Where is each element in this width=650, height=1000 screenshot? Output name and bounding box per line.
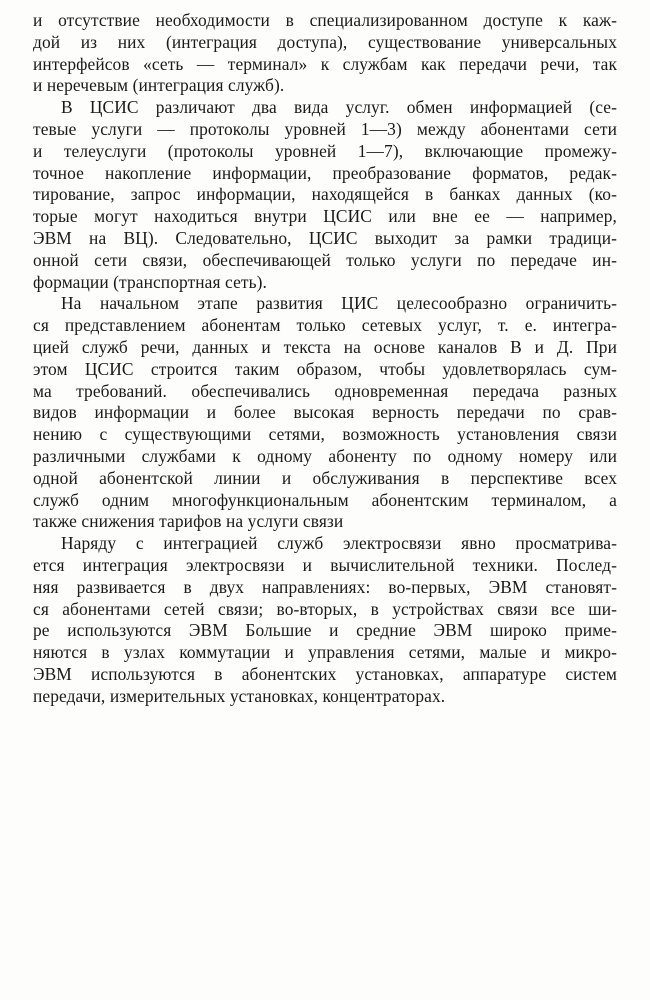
text-line: также снижения тарифов на услуги связи [33, 511, 344, 532]
text-line: ся представлением абонентам только сетевых услуг, т. е. интегра- [33, 315, 617, 336]
text-line: точное накопление информации, преобразование форматов, редак- [33, 162, 617, 183]
text-line: этом ЦСИС строится таким образом, чтобы удовлетворялась сум- [33, 358, 617, 379]
text-line: и неречевым (интеграция служб). [33, 75, 285, 96]
text-line: видов информации и более высокая верность передачи по срав- [33, 402, 617, 423]
text-line: няя развивается в двух направлениях: во-первых, ЭВМ становят- [33, 576, 617, 597]
text-line: служб одним многофункциональным абонентским терминалом, а [33, 489, 617, 510]
text-line: онной сети связи, обеспечивающей только услуги по передаче ин- [33, 249, 617, 270]
paragraph [33, 10, 617, 97]
text-line: и телеуслуги (протоколы уровней 1—7), включающие промежу- [33, 140, 617, 161]
text-line: интерфейсов «сеть — терминал» к службам как передачи речи, так [33, 53, 617, 74]
text-line: тевые услуги — протоколы уровней 1—3) между абонентами сети [33, 118, 617, 139]
text-line: формации (транспортная сеть). [33, 271, 267, 292]
text-line: тирование, запрос информации, находящейся в банках данных (ко- [33, 184, 617, 205]
text-line: и отсутствие необходимости в специализированном доступе к каж- [33, 10, 617, 30]
text-line: одной абонентской линии и обслуживания в перспективе всех [33, 467, 617, 488]
text-line: ся абонентами сетей связи; во-вторых, в устройствах связи все ши- [33, 598, 617, 619]
text-line: Наряду с интеграцией служб электросвязи явно просматрива- [61, 533, 617, 554]
body-text [33, 10, 617, 708]
text-line: ЭВМ на ВЦ). Следовательно, ЦСИС выходит за рамки традици- [33, 227, 617, 248]
text-line: В ЦСИС различают два вида услуг. обмен информацией (се- [61, 97, 617, 118]
text-line: торые могут находиться внутри ЦСИС или вне ее — например, [33, 206, 617, 227]
text-line: ЭВМ используются в абонентских установках, аппаратуре систем [33, 663, 617, 684]
text-line: ется интеграция электросвязи и вычислительной техники. Послед- [33, 554, 617, 575]
text-line: нению с существующими сетями, возможность установления связи [33, 424, 617, 445]
text-line: ма требований. обеспечивались одновременная передача разных [33, 380, 617, 401]
text-line: На начальном этапе развития ЦИС целесообразно ограничить- [61, 293, 617, 314]
text-line: няются в узлах коммутации и управления сетями, малые и микро- [33, 642, 617, 663]
paragraph [33, 293, 617, 533]
paragraph [33, 97, 617, 293]
paragraph [33, 533, 617, 707]
text-line: различными службами к одному абоненту по одному номеру или [33, 445, 617, 466]
text-line: передачи, измерительных установках, концентраторах. [33, 685, 446, 706]
text-line: цией служб речи, данных и текста на основе каналов В и Д. При [33, 336, 617, 357]
text-line: ре используются ЭВМ Большие и средние ЭВМ широко приме- [33, 620, 617, 641]
text-line: дой из них (интеграция доступа), существование универсальных [33, 31, 617, 52]
